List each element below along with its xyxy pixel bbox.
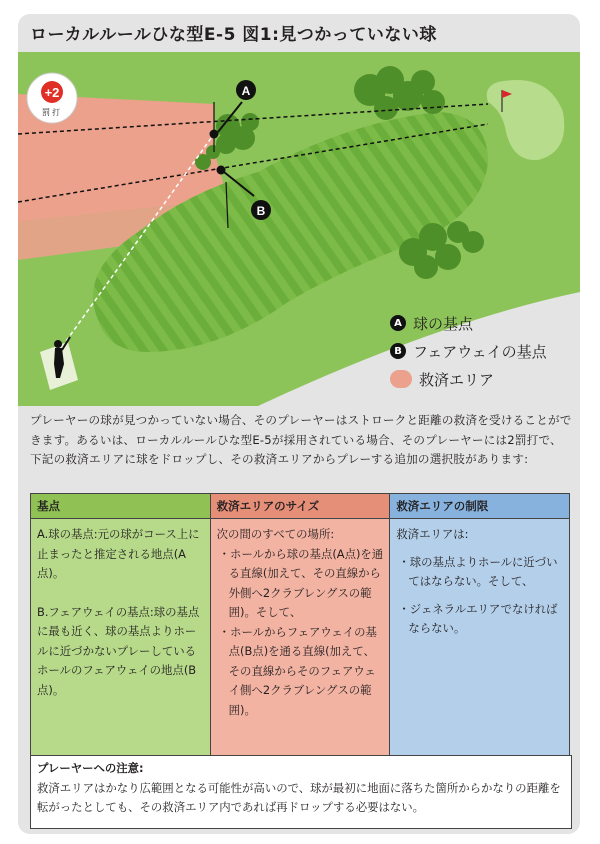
legend-item-fairway-point: B フェアウェイの基点 bbox=[390, 338, 547, 364]
cell-relief-size: 次の間のすべての場所: ・ホールから球の基点(A点)を通る直線(加えて、その直線から外側へ2クラブレングスの範囲)。そして、 ・ホールからフェアウェイの基点(B点)を通る直線(加えて、その直線からそのフェアウェイ側へ2クラブレングスの範囲)。 bbox=[210, 519, 390, 760]
svg-text:罰打: 罰打 bbox=[42, 108, 62, 117]
legend bbox=[390, 310, 547, 394]
marker-b bbox=[251, 200, 271, 220]
relief-area-swatch bbox=[390, 370, 412, 388]
note-text: 救済エリアはかなり広範囲となる可能性が高いので、球が最初に地面に落ちた箇所からかなりの距離を転がったとしても、その救済エリア内であれば再ドロップする必要はない。 bbox=[37, 780, 561, 814]
svg-text:+2: +2 bbox=[44, 85, 60, 100]
marker-b-icon: B bbox=[390, 343, 406, 359]
cell-relief-limits: 救済エリアは: ・球の基点よりホールに近づいてはならない。そして、 ・ジェネラルエリアでなければならない。 bbox=[390, 519, 570, 760]
header-relief-size: 救済エリアのサイズ bbox=[210, 494, 390, 519]
penalty-badge bbox=[27, 73, 77, 123]
card bbox=[18, 14, 580, 834]
note-title: プレーヤーへの注意: bbox=[37, 761, 144, 775]
svg-text:A: A bbox=[241, 84, 251, 98]
player-note bbox=[30, 755, 572, 829]
header-relief-limits: 救済エリアの制限 bbox=[390, 494, 570, 519]
cell-reference-point: A.球の基点:元の球がコース上に止まったと推定される地点(A点)。 B.フェアウェイの基点:球の基点に最も近く、球の基点よりホールに近づかないプレーしているホールのフェアウェイの地点(B点)。 bbox=[31, 519, 211, 760]
page-title: ローカルルールひな型E-5 図1:見つかっていない球 bbox=[30, 25, 437, 45]
intro-text: プレーヤーの球が見つかっていない場合、そのプレーヤーはストロークと距離の救済を受けることができます。あるいは、ローカルルールひな型E-5が採用されている場合、そのプレーヤーには2罰打で、下記の救済エリアに球をドロップし、その救済エリアからプレーする追加の選択肢があります: bbox=[30, 413, 572, 466]
rule-table bbox=[30, 493, 570, 760]
header-reference-point: 基点 bbox=[31, 494, 211, 519]
legend-item-ball-point: A 球の基点 bbox=[390, 310, 547, 336]
legend-item-relief-area: 救済エリア bbox=[390, 366, 547, 392]
marker-a bbox=[236, 80, 256, 100]
svg-text:B: B bbox=[256, 204, 266, 218]
marker-a-icon: A bbox=[390, 315, 406, 331]
